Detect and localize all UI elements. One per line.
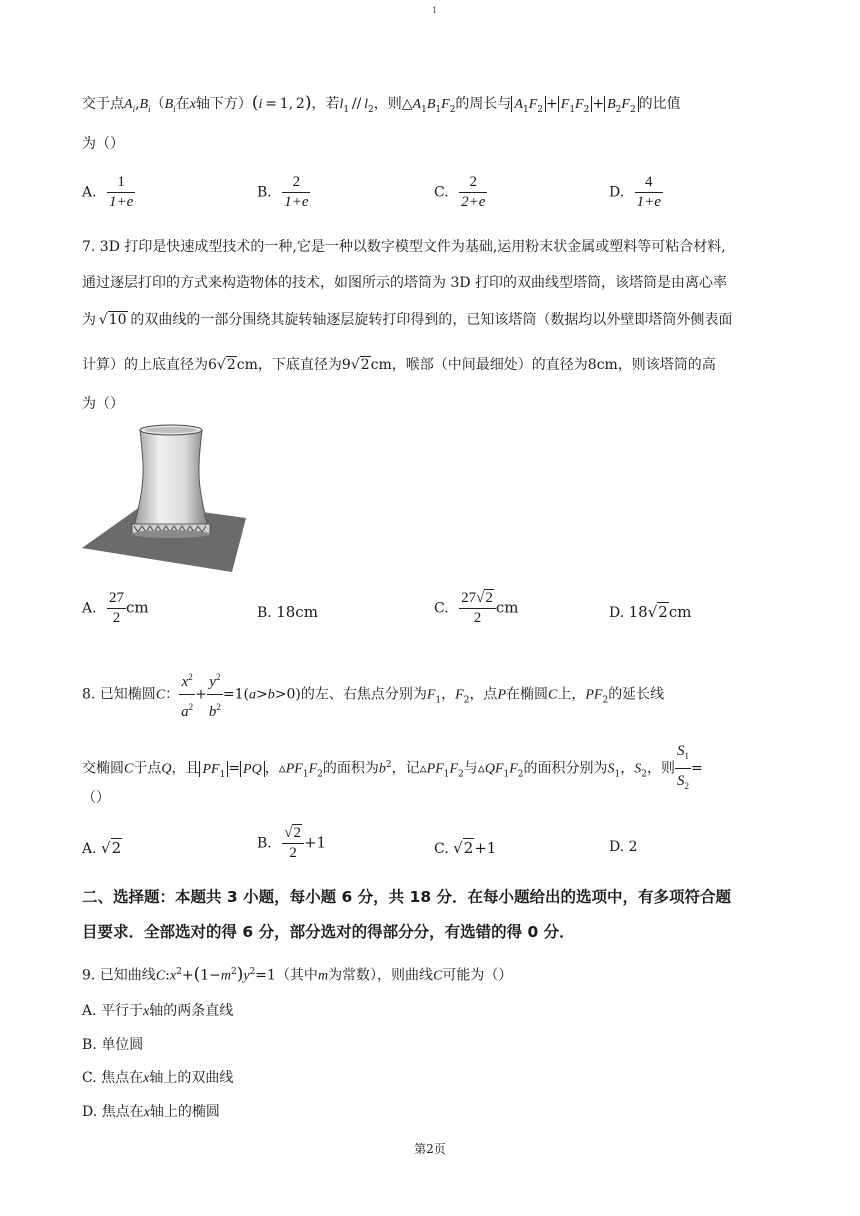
q6-stem-line1: 交于点$A_i,B_i(B_i$在x轴下方）(i = 1, 2)，若$l_1 // l_2$，则$\triangle A_1B_1F_2$的周长与 $A_1F_2 + F_1F_2 + B_2F_2$ 的比值 xyxy=(82,93,681,115)
header-mark: 1 xyxy=(432,6,438,15)
q6-option-a[interactable]: A. $\frac{1}{1+e}$ xyxy=(82,174,134,210)
q9-option-b[interactable]: B. 单位圆 xyxy=(82,1037,144,1053)
q7-stem-line4: 计算）的上底直径为6√2cm，下底直径为9√2cm，喉部（中间最细处）的直径为8cm，则该塔筒的高 xyxy=(82,357,716,373)
q7-option-c[interactable]: C. $\frac{27√2}{2}$ cm xyxy=(434,590,519,626)
page-number: 第2页 xyxy=(414,1142,446,1156)
q6-option-d[interactable]: D. $\frac{4}{1+e}$ xyxy=(609,174,661,210)
q8-stem-line3: （） xyxy=(82,790,110,806)
q8-stem-line1: 8. 已知椭圆C： $\frac{x^2}{a^2}$ + $\frac{y^2}{b^2}$ =1(a>b>0)的左、右焦点分别为$F_1$，$F_2$，点P在椭圆C上，$PF_2$的延长线 xyxy=(82,666,664,723)
q9-option-a[interactable]: A. 平行于x轴的两条直线 xyxy=(82,1003,234,1019)
q8-option-d[interactable]: D. 2 xyxy=(609,839,638,855)
q7-stem-line5: 为（） xyxy=(82,396,124,412)
q7-stem-line1: 7. 3D 打印是快速成型技术的一种,它是一种以数字模型文件为基础,运用粉末状金属或塑料等可粘合材料, xyxy=(82,239,726,255)
q9-option-d[interactable]: D. 焦点在x轴上的椭圆 xyxy=(82,1104,220,1120)
q7-stem-line2: 通过逐层打印的方式来构造物体的技术，如图所示的塔筒为 3D 打印的双曲线型塔筒，该塔筒是由离心率 xyxy=(82,275,728,291)
q8-option-a[interactable]: A. √2 xyxy=(82,839,122,857)
section-heading-line2: 目要求．全部选对的得 6 分，部分选对的得部分分，有选错的得 0 分． xyxy=(82,923,575,941)
q7-stem-line3: 为 √10 的双曲线的一部分围绕其旋转轴逐层旋转打印得到的，已知该塔筒（数据均以外壁即塔筒外侧表面 xyxy=(82,312,733,328)
q7-option-b[interactable]: B. 18cm xyxy=(257,603,318,621)
q9-stem-line1: 9. 已知曲线$C:x^2+(1-m^2)y^2=1$（其中m为常数），则曲线C可能为（） xyxy=(82,964,513,985)
q8-option-b[interactable]: B. $\frac{√2}{2}$ +1 xyxy=(257,825,327,861)
q6-option-b[interactable]: B. $\frac{2}{1+e}$ xyxy=(257,174,309,210)
q6-stem-line2: 为（） xyxy=(82,136,124,152)
q8-stem-line2: 交椭圆C于点Q，且 $PF_1$ = PQ ，$▵PF_1F_2$的面积为$b^2$，记$▵PF_1F_2$与$▵QF_1F_2$的面积分别为$S_1$，$S_2$，则 $\frac{S_1}{S_2}$ = xyxy=(82,740,703,797)
tower-figure xyxy=(82,422,248,574)
q7-option-a[interactable]: A. $\frac{27}{2}$ cm xyxy=(82,590,149,626)
q9-option-c[interactable]: C. 焦点在x轴上的双曲线 xyxy=(82,1070,234,1086)
section-heading-line1: 二、选择题：本题共 3 小题，每小题 6 分，共 18 分．在每小题给出的选项中，有多项符合题 xyxy=(82,888,732,906)
q7-option-d[interactable]: D. 18√2cm xyxy=(609,603,692,621)
q8-option-c[interactable]: C. √2+1 xyxy=(434,839,497,857)
q6-option-c[interactable]: C. $\frac{2}{2+e}$ xyxy=(434,174,486,210)
